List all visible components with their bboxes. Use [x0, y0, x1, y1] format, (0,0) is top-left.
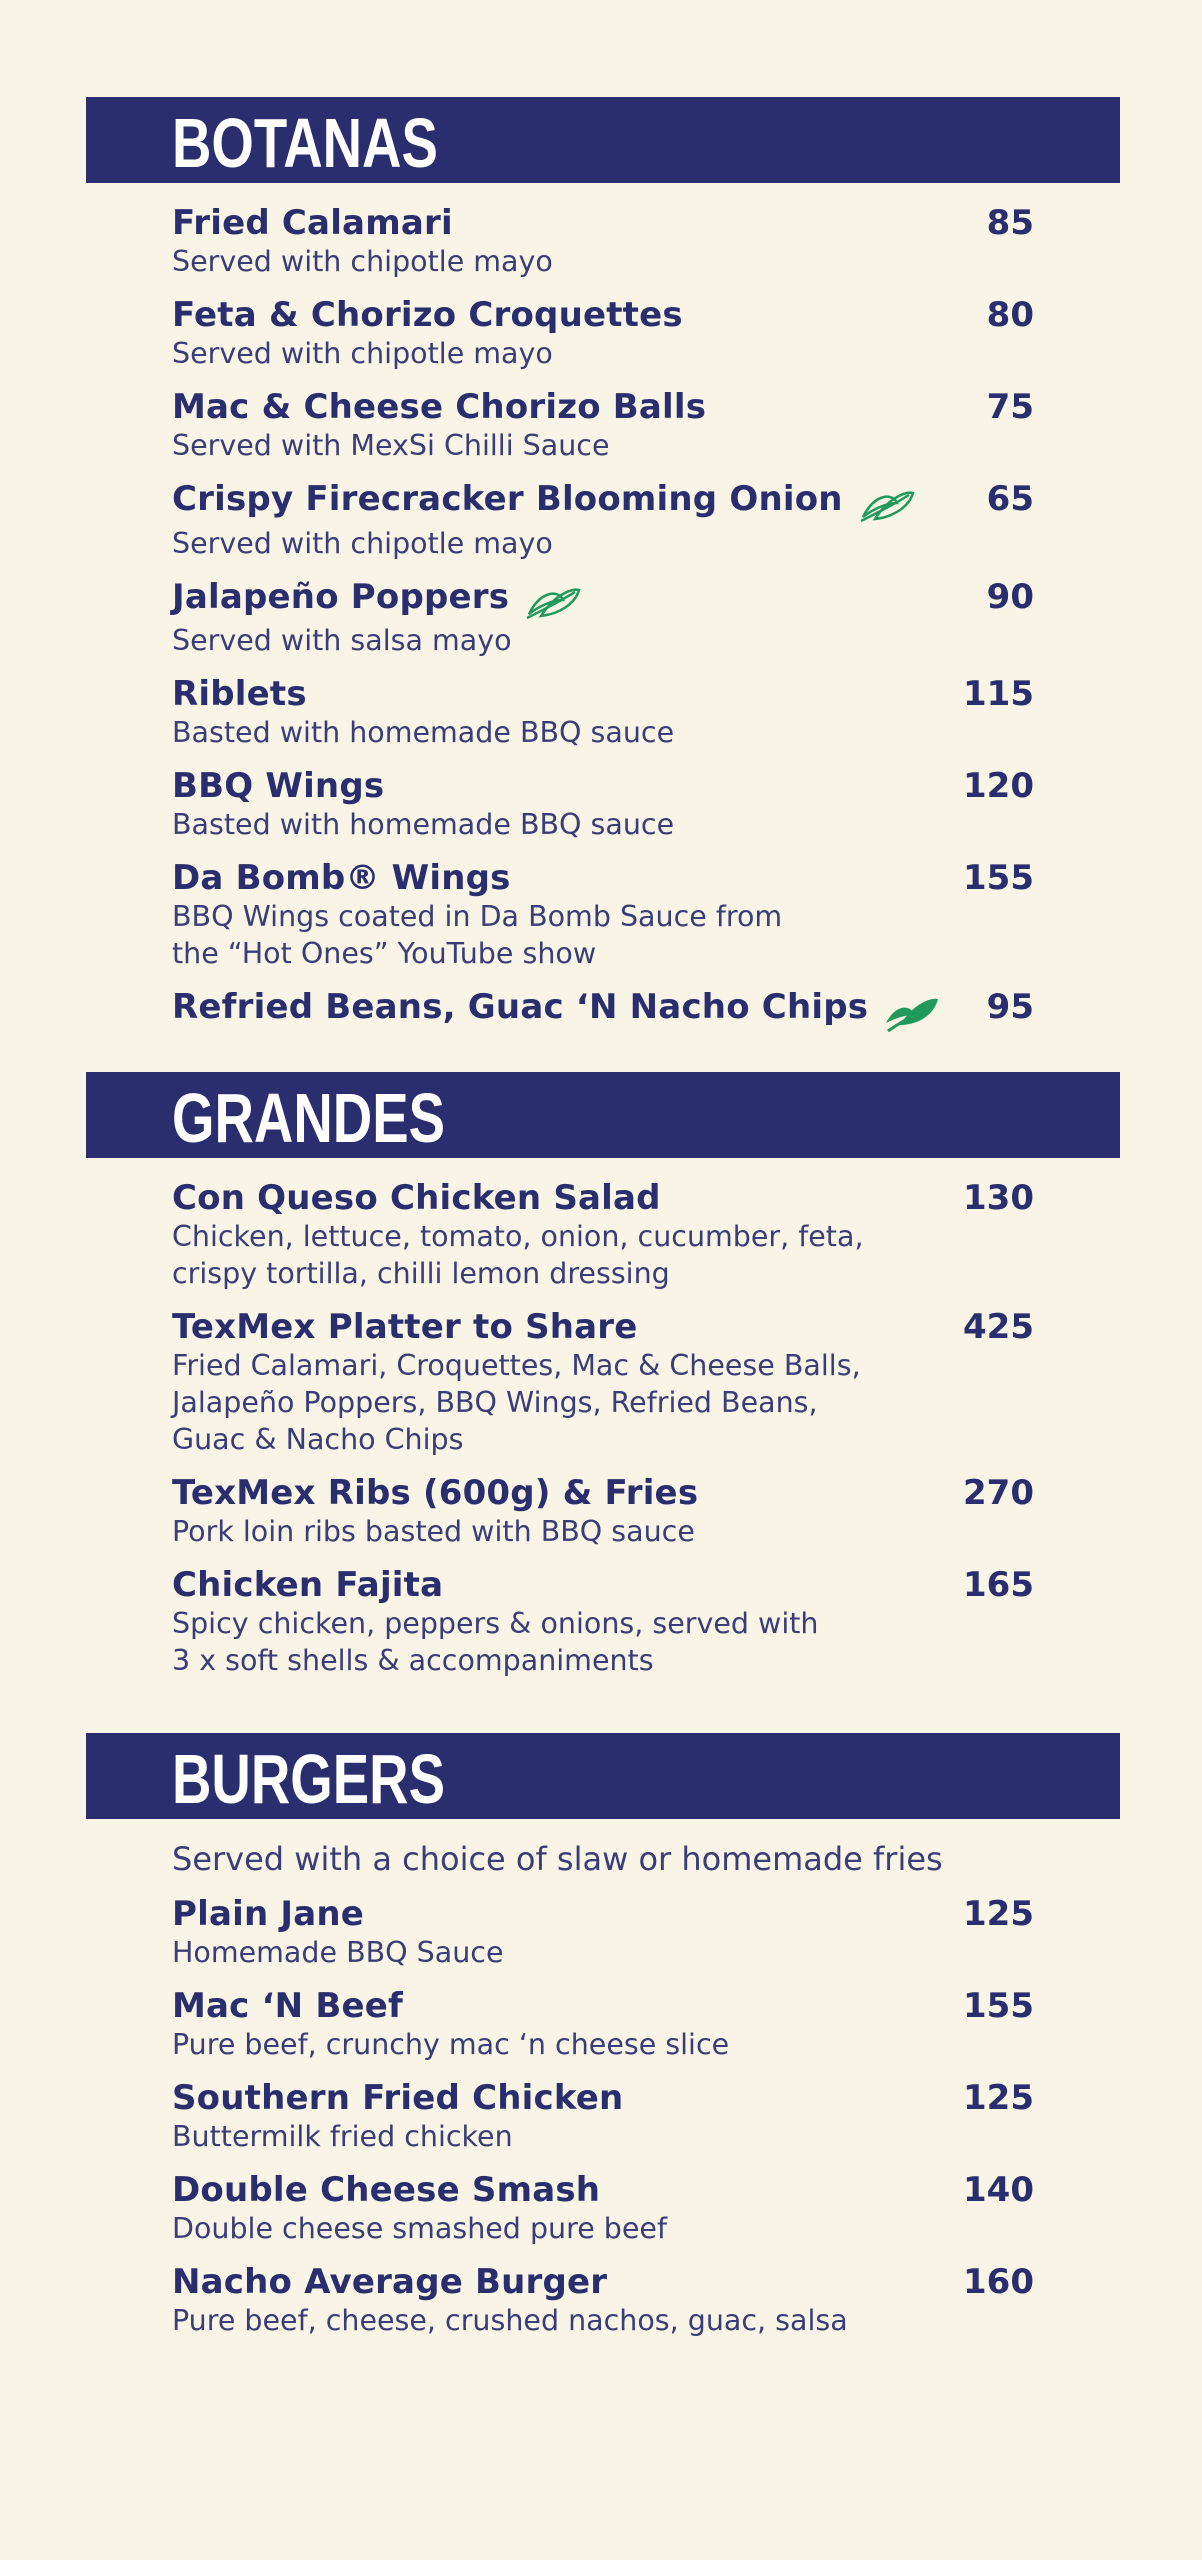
item-name: Feta & Chorizo Croquettes: [172, 295, 683, 335]
menu-item: [172, 1178, 1034, 1292]
item-name: Southern Fried Chicken: [172, 2078, 624, 2118]
section-intro: Served with a choice of slaw or homemade fries: [172, 1840, 943, 1878]
item-price: 75: [986, 387, 1034, 427]
item-name: Riblets: [172, 674, 307, 714]
menu-item: [172, 1894, 1034, 1971]
item-description: Served with chipotle mayo: [172, 526, 553, 560]
item-name: Nacho Average Burger: [172, 2262, 608, 2302]
item-description: Buttermilk fried chicken: [172, 2120, 513, 2153]
item-name: Double Cheese Smash: [172, 2170, 601, 2210]
item-name: Mac ‘N Beef: [172, 1986, 404, 2026]
item-price: 155: [963, 1986, 1034, 2026]
menu-list: [0, 1839, 1034, 2339]
item-description: Served with chipotle mayo: [172, 337, 553, 370]
item-name: TexMex Platter to Share: [172, 1307, 638, 1347]
menu-item: [172, 203, 1034, 280]
item-description: Pure beef, cheese, crushed nachos, guac, salsa: [172, 2304, 848, 2337]
menu-item: [172, 2078, 1034, 2155]
menu-item: [172, 1986, 1034, 2063]
item-name: Crispy Firecracker Blooming Onion: [172, 479, 843, 519]
section-title: BURGERS: [172, 1740, 446, 1818]
menu-list: [0, 203, 1034, 1033]
item-description-line: Jalapeño Poppers, BBQ Wings, Refried Beans,: [172, 1386, 818, 1419]
menu-item: [172, 766, 1034, 843]
item-description-line: Guac & Nacho Chips: [172, 1423, 464, 1456]
item-name: Refried Beans, Guac ‘N Nacho Chips: [172, 987, 869, 1027]
section-header-band: [86, 1733, 1120, 1819]
item-price: 125: [963, 2078, 1034, 2118]
item-price: 125: [963, 1894, 1034, 1934]
item-price: 90: [986, 576, 1034, 617]
item-price: 155: [963, 858, 1034, 898]
menu-item: [172, 674, 1034, 751]
item-description: Homemade BBQ Sauce: [172, 1936, 504, 1969]
item-name: Fried Calamari: [172, 203, 453, 243]
item-name: Plain Jane: [172, 1894, 365, 1934]
item-description: Pork loin ribs basted with BBQ sauce: [172, 1515, 695, 1548]
item-description: Double cheese smashed pure beef: [172, 2212, 667, 2245]
item-description: Pure beef, crunchy mac ‘n cheese slice: [172, 2028, 730, 2061]
item-description: Basted with homemade BBQ sauce: [172, 716, 675, 749]
menu-item: [172, 1565, 1034, 1679]
menu-item: [172, 2170, 1034, 2247]
item-description-line: the “Hot Ones” YouTube show: [172, 937, 597, 970]
section-botanas: [0, 97, 1202, 1033]
item-name: TexMex Ribs (600g) & Fries: [172, 1473, 699, 1513]
item-description-line: 3 x soft shells & accompaniments: [172, 1644, 654, 1677]
item-name: Chicken Fajita: [172, 1565, 444, 1605]
item-description-line: Spicy chicken, peppers & onions, served with: [172, 1607, 819, 1640]
item-price: 80: [986, 295, 1034, 335]
section-header-band: [86, 97, 1120, 183]
item-price: 165: [963, 1565, 1034, 1605]
item-price: 140: [963, 2170, 1034, 2210]
item-description: Served with MexSi Chilli Sauce: [172, 429, 610, 462]
menu-list: [0, 1178, 1034, 1679]
section-title: BOTANAS: [172, 104, 438, 182]
item-price: 85: [986, 203, 1034, 243]
menu-item: [172, 2262, 1034, 2339]
menu-item: [172, 858, 1034, 972]
section-title: GRANDES: [172, 1079, 446, 1157]
item-name: Con Queso Chicken Salad: [172, 1178, 661, 1218]
item-price: 65: [986, 479, 1034, 519]
item-price: 120: [963, 766, 1034, 806]
item-name: Da Bomb® Wings: [172, 858, 511, 898]
item-price: 115: [963, 674, 1034, 714]
item-price: 270: [963, 1473, 1034, 1513]
item-description: Served with chipotle mayo: [172, 245, 553, 278]
menu-item: [172, 387, 1034, 464]
item-description: Basted with homemade BBQ sauce: [172, 808, 675, 841]
menu-item: [172, 577, 1034, 660]
item-name: Jalapeño Poppers: [172, 576, 510, 617]
item-price: 95: [986, 987, 1034, 1027]
section-grandes: [0, 1072, 1202, 1679]
item-price: 425: [963, 1307, 1034, 1347]
section-burgers: [0, 1733, 1202, 2339]
item-description-line: crispy tortilla, chilli lemon dressing: [172, 1257, 670, 1290]
item-description-line: Fried Calamari, Croquettes, Mac & Cheese Balls,: [172, 1349, 861, 1382]
vegan-leaf-solid-icon: [882, 995, 942, 1033]
menu-item: [172, 987, 1034, 1033]
item-name: BBQ Wings: [172, 766, 385, 806]
menu-item: [172, 295, 1034, 372]
item-description-line: Chicken, lettuce, tomato, onion, cucumber, feta,: [172, 1220, 864, 1253]
menu-item: [172, 479, 1034, 562]
item-price: 160: [963, 2262, 1034, 2302]
item-name: Mac & Cheese Chorizo Balls: [172, 387, 707, 427]
vegetarian-leaf-outline-icon: [857, 487, 917, 525]
item-price: 130: [963, 1178, 1034, 1218]
vegetarian-leaf-outline-icon: [523, 584, 583, 622]
menu-item: [172, 1473, 1034, 1550]
item-description-line: BBQ Wings coated in Da Bomb Sauce from: [172, 900, 783, 933]
item-description: Served with salsa mayo: [172, 624, 512, 657]
menu-item: [172, 1307, 1034, 1458]
section-header-band: [86, 1072, 1120, 1158]
